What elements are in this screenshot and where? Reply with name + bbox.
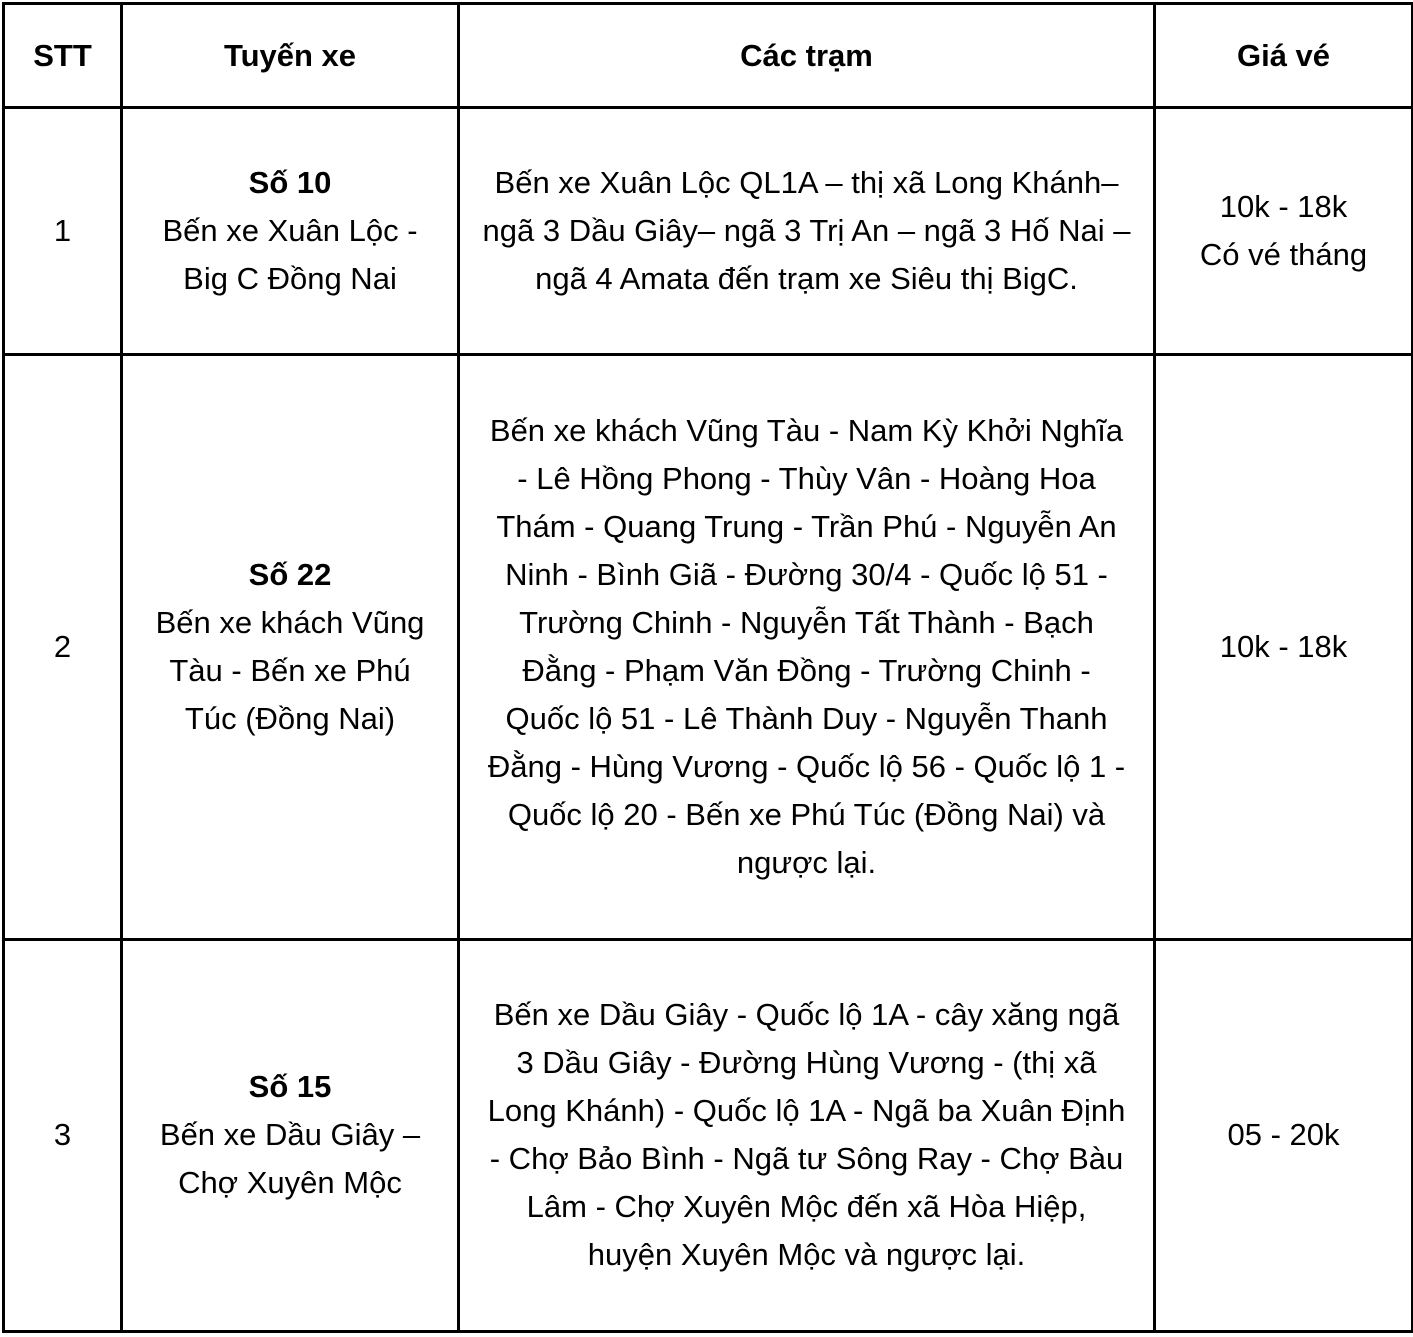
stt-cell: 1 bbox=[4, 108, 122, 355]
route-number: Số 22 bbox=[248, 556, 332, 592]
price-cell bbox=[1155, 354, 1413, 939]
price-value: 10k - 18k bbox=[1219, 628, 1348, 664]
route-cell bbox=[122, 108, 459, 355]
route-number: Số 10 bbox=[248, 164, 332, 200]
table-row bbox=[4, 108, 1413, 355]
stt-cell: 2 bbox=[4, 354, 122, 939]
header-stops: Các trạm bbox=[459, 4, 1155, 108]
header-route: Tuyến xe bbox=[122, 4, 459, 108]
header-price: Giá vé bbox=[1155, 4, 1413, 108]
stops-cell: Bến xe Dầu Giây - Quốc lộ 1A - cây xăng ngã 3 Dầu Giây - Đường Hùng Vương - (thị xã Long Khánh) - Quốc lộ 1A - Ngã ba Xuân Định - Chợ Bảo Bình - Ngã tư Sông Ray - Chợ Bàu Lâm - Chợ Xuyên Mộc đến xã Hòa Hiệp, huyện Xuyên Mộc và ngược lại. bbox=[459, 939, 1155, 1331]
header-stt: STT bbox=[4, 4, 122, 108]
price-value: 05 - 20k bbox=[1227, 1117, 1340, 1153]
table-row bbox=[4, 354, 1413, 939]
price-cell bbox=[1155, 108, 1413, 355]
route-cell bbox=[122, 939, 459, 1331]
stt-cell: 3 bbox=[4, 939, 122, 1331]
table-row bbox=[4, 939, 1413, 1331]
stops-cell: Bến xe Xuân Lộc QL1A – thị xã Long Khánh– ngã 3 Dầu Giây– ngã 3 Trị An – ngã 3 Hố Nai – ngã 4 Amata đến trạm xe Siêu thị BigC. bbox=[459, 108, 1155, 355]
price-note: Có vé tháng bbox=[1199, 236, 1368, 272]
route-cell bbox=[122, 354, 459, 939]
table-header-row bbox=[4, 4, 1413, 108]
route-name: Bến xe Xuân Lộc - Big C Đồng Nai bbox=[162, 212, 418, 296]
bus-routes-table bbox=[2, 2, 1413, 1333]
price-value: 10k - 18k bbox=[1219, 188, 1348, 224]
route-number: Số 15 bbox=[248, 1069, 332, 1105]
route-name: Bến xe khách Vũng Tàu - Bến xe Phú Túc (Đồng Nai) bbox=[155, 604, 425, 736]
stops-cell: Bến xe khách Vũng Tàu - Nam Kỳ Khởi Nghĩa - Lê Hồng Phong - Thùy Vân - Hoàng Hoa Thám - Quang Trung - Trần Phú - Nguyễn An Ninh - Bình Giã - Đường 30/4 - Quốc lộ 51 - Trường Chinh - Nguyễn Tất Thành - Bạch Đằng - Phạm Văn Đồng - Trường Chinh - Quốc lộ 51 - Lê Thành Duy - Nguyễn Thanh Đằng - Hùng Vương - Quốc lộ 56 - Quốc lộ 1 - Quốc lộ 20 - Bến xe Phú Túc (Đồng Nai) và ngược lại. bbox=[459, 354, 1155, 939]
route-name: Bến xe Dầu Giây – Chợ Xuyên Mộc bbox=[159, 1117, 421, 1201]
price-cell bbox=[1155, 939, 1413, 1331]
